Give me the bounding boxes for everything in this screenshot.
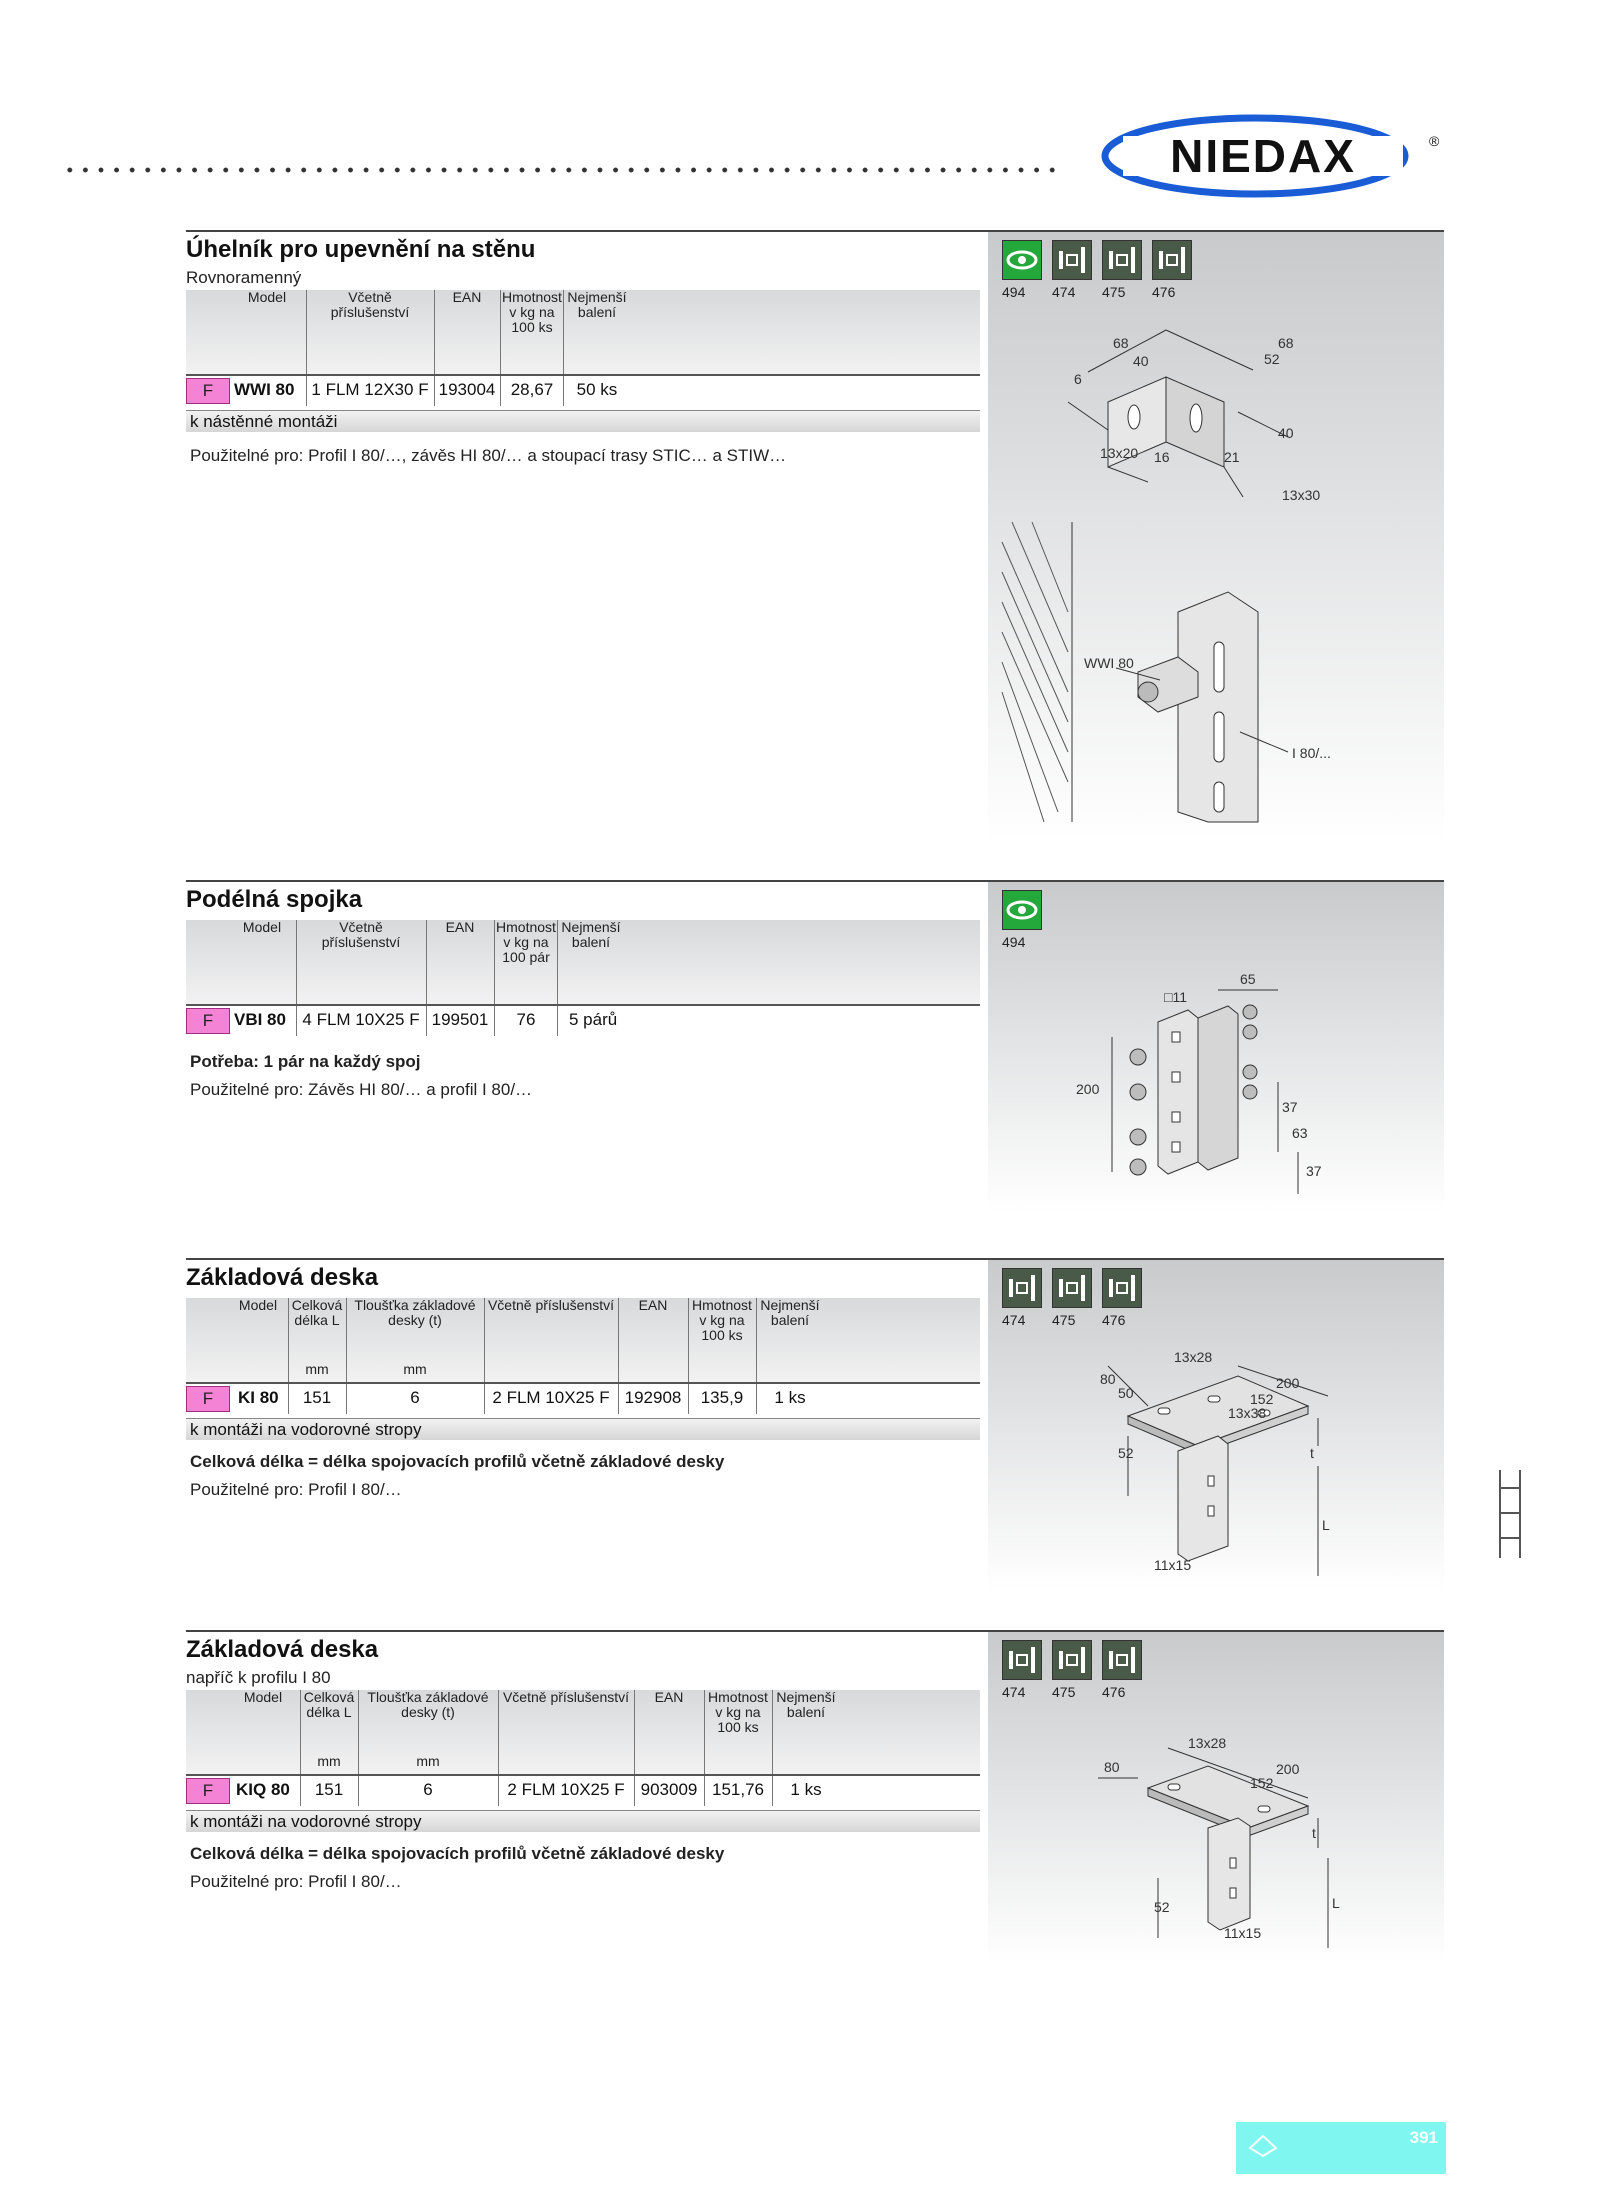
wall-mount-icon [1102,240,1142,280]
table-row: F KIQ 80 151 6 2 FLM 10X25 F 903009 151,76 1 ks [186,1776,980,1806]
svg-text:52: 52 [1118,1445,1134,1461]
f-badge: F [186,1008,230,1034]
length-note: Celková délka = délka spojovacích profilů včetně základové desky [190,1844,725,1863]
logo-wordmark: NIEDAX [1170,130,1356,182]
svg-text:L: L [1332,1895,1340,1911]
svg-text:WWI 80: WWI 80 [1084,655,1134,671]
section-base-plate [186,1258,1444,1590]
mounting-note: k nástěnné montáži [186,410,980,432]
wall-mount-icon [1052,240,1092,280]
product-illustration-panel: 494 65 □11 200 37 63 37 [988,882,1444,1212]
svg-text:11x15: 11x15 [1224,1925,1262,1941]
dotted-rule [62,166,1062,174]
table-row: F KI 80 151 6 2 FLM 10X25 F 192908 135,9 1 ks [186,1384,980,1414]
wall-mount-icon [1152,240,1192,280]
svg-text:13x30: 13x30 [1282,487,1321,503]
base-plate-transverse-drawing [988,1708,1444,1962]
svg-text:200: 200 [1276,1375,1300,1391]
section-longitudinal-connector [186,880,1444,1212]
svg-text:37: 37 [1306,1163,1322,1179]
svg-text:50: 50 [1118,1385,1134,1401]
usage-note: Použitelné pro: Profil I 80/…, závěs HI 80/… a stoupací trasy STIC… a STIW… [190,446,787,465]
svg-text:200: 200 [1076,1081,1100,1097]
usage-note: Použitelné pro: Profil I 80/… [190,1872,402,1891]
section-subtitle: napříč k profilu I 80 [186,1668,331,1687]
mounting-note: k montáži na vodorovné stropy [186,1810,980,1832]
page-number: 391 [1409,2128,1438,2147]
svg-text:I 80/...: I 80/... [1292,745,1331,761]
svg-text:13x20: 13x20 [1100,445,1139,461]
svg-text:68: 68 [1113,335,1129,351]
svg-text:t: t [1312,1825,1316,1841]
svg-text:80: 80 [1104,1759,1120,1775]
f-badge: F [186,1386,230,1412]
table-header: Model Celková délka L mm Tloušťka základové desky (t) mm Včetně příslušenství EAN Hmotnost v kg na 100 ks Nejmenší balení [186,1690,980,1776]
wall-mount-icon [1102,1640,1142,1680]
section-title: Úhelník pro upevnění na stěnu [186,236,536,263]
mounting-note: k montáži na vodorovné stropy [186,1418,980,1440]
table-row: F VBI 80 4 FLM 10X25 F 199501 76 5 párů [186,1006,980,1036]
section-wall-bracket [186,230,1444,842]
section-base-plate-transverse [186,1630,1444,1962]
section-title: Základová deska [186,1636,379,1663]
svg-text:21: 21 [1224,449,1240,465]
usage-note: Použitelné pro: Závěs HI 80/… a profil I 80/… [190,1080,533,1099]
svg-text:13x38: 13x38 [1228,1405,1267,1421]
product-illustration-panel: 474 475 476 13x28 80 200 152 t 52 L 11x15 [988,1632,1444,1962]
section-title: Podélná spojka [186,886,363,913]
cable-tray-icon [1246,2130,1280,2160]
bracket-drawing [988,312,1444,832]
svg-text:63: 63 [1292,1125,1308,1141]
f-badge: F [186,378,230,404]
section-subtitle: Rovnoramenný [186,268,302,287]
base-plate-drawing [988,1336,1444,1590]
ladder-thumbnail-icon [1494,1468,1526,1560]
section-title: Základová deska [186,1264,379,1291]
product-illustration-panel: 494 474 475 476 68 68 40 52 6 40 13x20 16 21 13x30 WWI 80 I 80/... [988,232,1444,842]
svg-text:6: 6 [1074,371,1082,387]
length-note: Celková délka = délka spojovacích profilů včetně základové desky [190,1452,725,1471]
connector-drawing [988,962,1444,1212]
svg-text:65: 65 [1240,971,1256,987]
svg-text:37: 37 [1282,1099,1298,1115]
table-header: Model Včetně příslušenství EAN Hmotnost v kg na 100 ks Nejmenší balení [186,290,980,376]
wall-mount-icon [1002,1268,1042,1308]
f-badge: F [186,1778,230,1804]
wall-mount-icon [1052,1268,1092,1308]
svg-text:52: 52 [1154,1899,1170,1915]
wall-mount-icon [1052,1640,1092,1680]
eye-icon [1002,890,1042,930]
table-row: F WWI 80 1 FLM 12X30 F 193004 28,67 50 ks [186,376,980,406]
wall-mount-icon [1102,1268,1142,1308]
svg-text:68: 68 [1278,335,1294,351]
usage-note: Použitelné pro: Profil I 80/… [190,1480,402,1499]
svg-text:t: t [1310,1445,1314,1461]
table-header: Model Celková délka L mm Tloušťka základové desky (t) mm Včetně příslušenství EAN Hmotnost v kg na 100 ks Nejmenší balení [186,1298,980,1384]
svg-text:52: 52 [1264,351,1280,367]
svg-text:L: L [1322,1517,1330,1533]
svg-text:13x28: 13x28 [1188,1735,1227,1751]
product-illustration-panel: 474 475 476 13x28 80 200 50 152 13x38 t 52 L 11x15 [988,1260,1444,1590]
svg-text:16: 16 [1154,449,1170,465]
wall-mount-icon [1002,1640,1042,1680]
svg-text:152: 152 [1250,1391,1274,1407]
svg-text:11x15: 11x15 [1154,1557,1192,1573]
niedax-logo [1085,112,1445,200]
svg-text:80: 80 [1100,1371,1116,1387]
svg-text:13x28: 13x28 [1174,1349,1213,1365]
requirement-note: Potřeba: 1 pár na každý spoj [190,1052,421,1071]
svg-text:□11: □11 [1164,989,1187,1005]
page-number-tab [1236,2122,1446,2174]
svg-text:152: 152 [1250,1775,1274,1791]
svg-text:®: ® [1429,133,1440,149]
eye-icon [1002,240,1042,280]
svg-text:40: 40 [1278,425,1294,441]
svg-text:40: 40 [1133,353,1149,369]
svg-text:200: 200 [1276,1761,1300,1777]
table-header: Model Včetně příslušenství EAN Hmotnost v kg na 100 pár Nejmenší balení [186,920,980,1006]
